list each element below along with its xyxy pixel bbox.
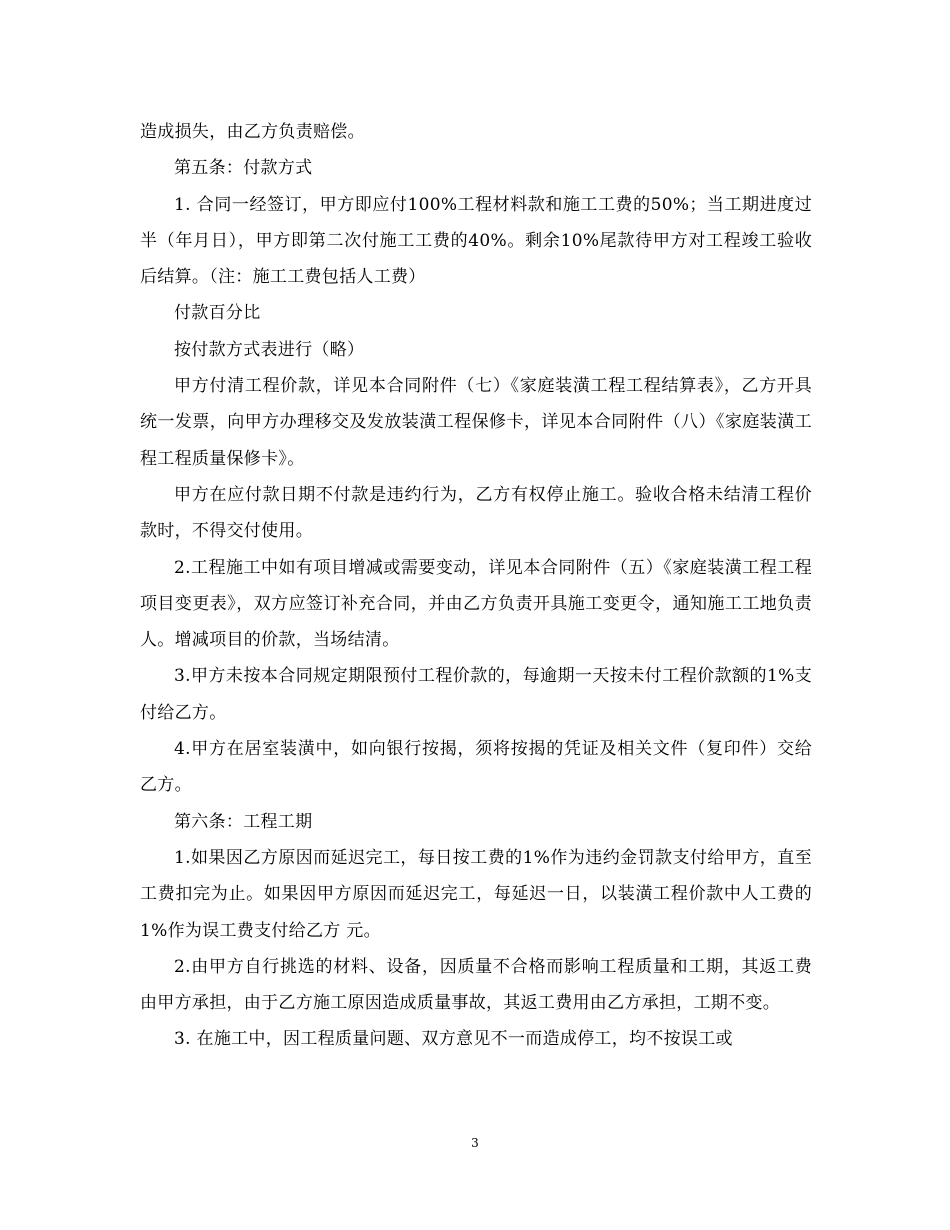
paragraph: 1.如果因乙方原因而延迟完工，每日按工费的1%作为违约金罚款支付给甲方，直至工费扣完为止。如果因甲方原因而延迟完工，每延迟一日，以装潢工程价款中人工费的1%作为误工费支付给乙方 元。	[140, 847, 812, 941]
paragraph: 1. 合同一经签订，甲方即应付100%工程材料款和施工工费的50%；当工期进度过半（年月日），甲方即第二次付施工工费的40%。剩余10%尾款待甲方对工程竣工验收后结算。（注：施工工费包括人工费）	[140, 194, 812, 288]
paragraph: 按付款方式表进行（略）	[174, 339, 365, 360]
paragraph: 3. 在施工中，因工程质量问题、双方意见不一而造成停工，均不按误工或	[174, 1029, 733, 1050]
paragraph: 甲方在应付款日期不付款是违约行为，乙方有权停止施工。验收合格未结清工程价款时，不得交付使用。	[140, 484, 812, 542]
paragraph: 3.甲方未按本合同规定期限预付工程价款的，每逾期一天按未付工程价款额的1%支付给乙方。	[140, 666, 812, 723]
section-heading: 第五条：付款方式	[174, 158, 313, 179]
paragraph: 2.工程施工中如有项目增减或需要变动，详见本合同附件（五）《家庭装潢工程工程项目变更表》，双方应签订补充合同，并由乙方负责开具施工变更令，通知施工工地负责人。增减项目的价款，当场结清。	[140, 557, 812, 651]
paragraph: 甲方付清工程价款，详见本合同附件（七）《家庭装潢工程工程结算表》，乙方开具统一发票，向甲方办理移交及发放装潢工程保修卡，详见本合同附件（八）《家庭装潢工程工程质量保修卡》。	[140, 376, 812, 469]
page-number: 3	[471, 1136, 479, 1150]
paragraph: 4.甲方在居室装潢中，如向银行按揭，须将按揭的凭证及相关文件（复印件）交给乙方。	[140, 739, 812, 796]
document-body	[140, 114, 812, 1058]
section-heading: 第六条：工程工期	[174, 811, 313, 832]
paragraph: 2.由甲方自行挑选的材料、设备，因质量不合格而影响工程质量和工期，其返工费由甲方承担，由于乙方施工原因造成质量事故，其返工费用由乙方承担，工期不变。	[140, 956, 812, 1014]
paragraph: 造成损失，由乙方负责赔偿。	[140, 122, 365, 142]
paragraph: 付款百分比	[174, 303, 261, 324]
